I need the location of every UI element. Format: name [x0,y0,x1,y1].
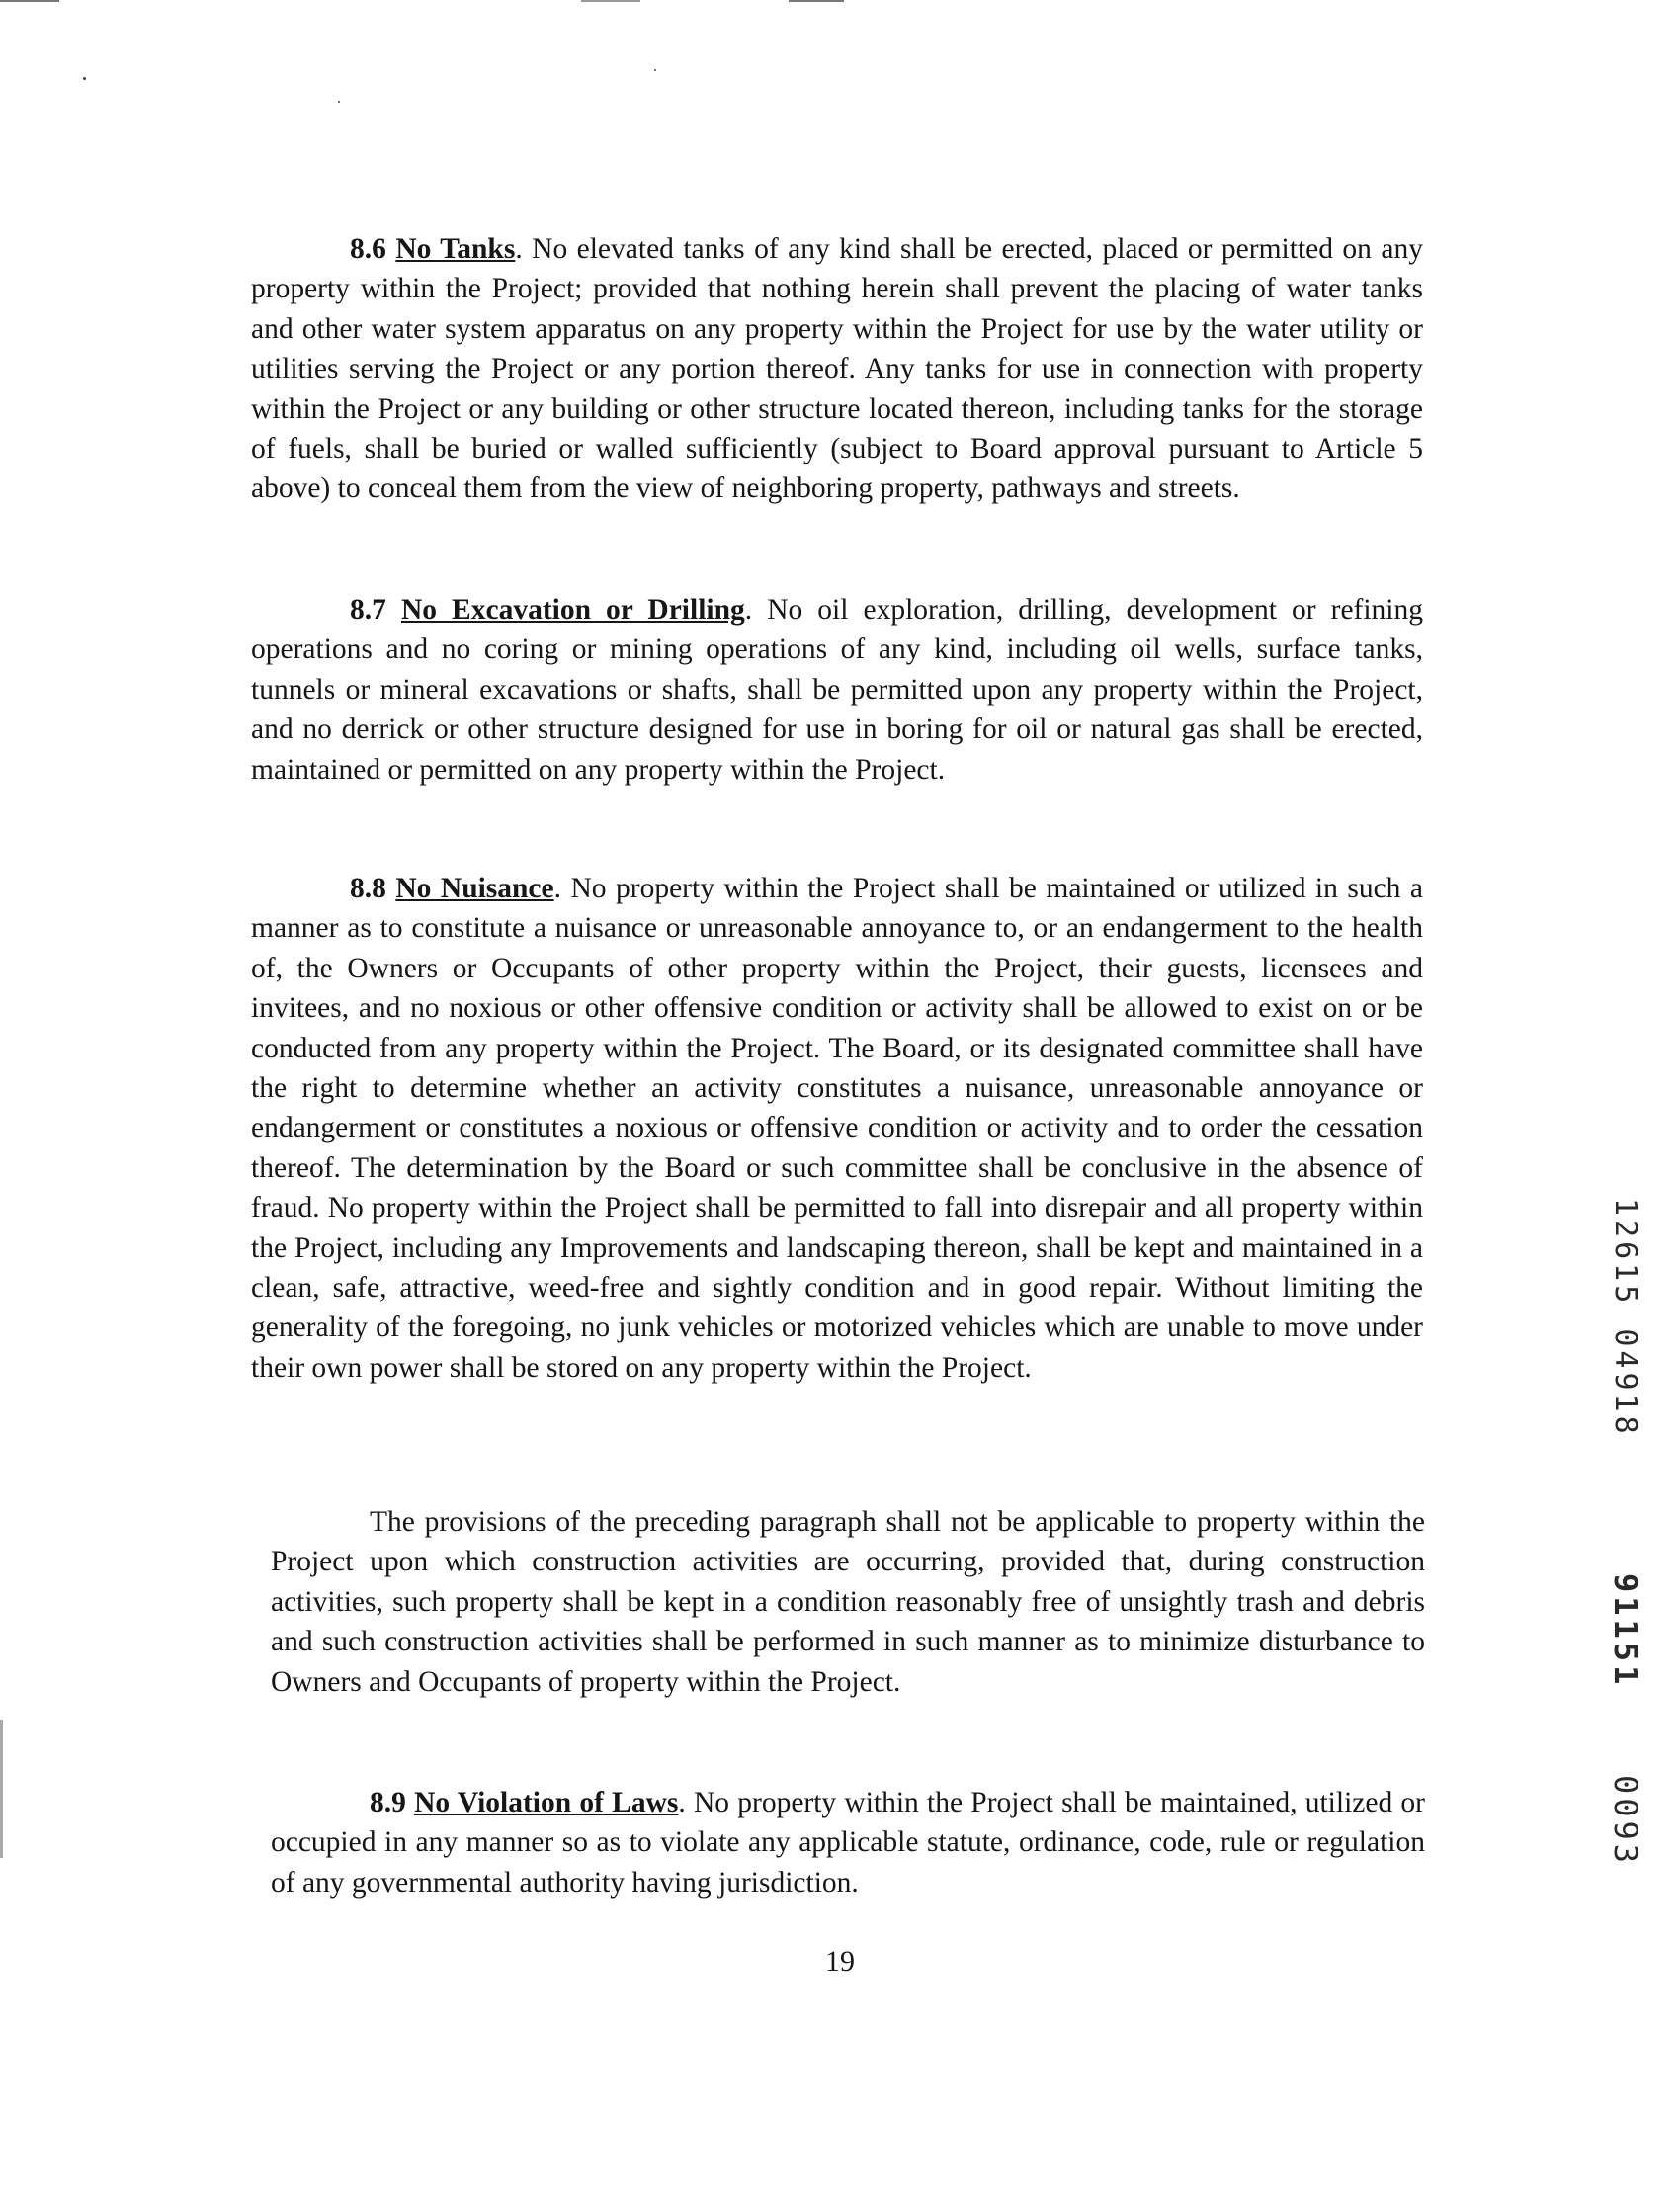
recording-stamp: 91151 [1607,1573,1644,1689]
section-8-8 [251,869,1423,1388]
section-title: No Nuisance [395,873,554,904]
section-body: . No oil exploration, drilling, development or refining operations and no coring or mining operations of any kind, including oil wells, surface tanks, tunnels or mineral excavations or shafts, shall be permitted upon any property within the Project, and no derrick or other structure designed for use in boring for oil or natural gas shall be erected, maintained or permitted on any property within the Project. [251,594,1424,786]
section-8-8-continuation [271,1502,1425,1702]
section-number: 8.9 [370,1787,406,1818]
section-title: No Excavation or Drilling [400,594,745,626]
section-8-9 [271,1783,1425,1902]
page-number: 19 [825,1945,855,1978]
recording-stamp: 0093 [1607,1775,1644,1868]
section-8-7 [251,590,1423,790]
section-number: 8.7 [350,594,386,626]
scan-edge-mark [581,0,640,2]
recording-stamp: 12615 04918 [1608,1198,1642,1438]
section-number: 8.6 [350,233,386,265]
section-body: . No elevated tanks of any kind shall be erected, placed or permitted on any property within the Project; provided that nothing herein shall prevent the placing of water tanks and other water system apparatus on any property within the Project for use by the water utility or utilities serving the Project or any portion thereof. Any tanks for use in connection with property within the Project or any building or other structure located thereon, including tanks for the storage of fuels, shall be buried or walled sufficiently (subject to Board approval pursuant to Article 5 above) to conceal them from the view of neighboring property, pathways and streets. [251,233,1423,505]
section-number: 8.8 [350,873,386,904]
scan-speck [338,101,340,103]
section-body: . No property within the Project shall be maintained or utilized in such a manner as to constitute a nuisance or unreasonable annoyance to, or an endangerment to the health of, the Owners or Occupants of other property within the Project, their guests, licensees and invitees, and no noxious or other offensive condition or activity shall be allowed to exist on or be conducted from any property within the Project. The Board, or its designated committee shall have the right to determine whether an activity constitutes a nuisance, unreasonable annoyance or endangerment or constitutes a noxious or offensive condition or activity and to order the cessation thereof. The determination by the Board or such committee shall be conclusive in the absence of fraud. No property within the Project shall be permitted to fall into disrepair and all property within the Project, including any Improvements and landscaping thereon, shall be kept and maintained in a clean, safe, attractive, weed-free and sightly condition and in good repair. Without limiting the generality of the foregoing, no junk vehicles or motorized vehicles which are unable to move under their own power shall be stored on any property within the Project. [251,873,1423,1384]
scan-speck [654,69,656,71]
scan-edge-mark [789,0,844,2]
section-8-6 [251,229,1423,509]
section-title: No Tanks [395,233,516,265]
section-body: . No property within the Project shall be maintained, utilized or occupied in any manner so as to violate any applicable statute, ordinance, code, rule or regulation of any governmental authority having jurisdiction. [271,1787,1426,1899]
scan-edge-mark [0,0,59,2]
scan-speck [83,77,86,80]
scan-edge-mark [0,1720,3,1858]
section-title: No Violation of Laws [414,1787,679,1818]
section-body: The provisions of the preceding paragraph shall not be applicable to property within the Project upon which construction activities are occurring, provided that, during construction activities, such property shall be kept in a condition reasonably free of unsightly trash and debris and such construction activities shall be performed in such manner as to minimize disturbance to Owners and Occupants of property within the Project. [271,1506,1425,1698]
